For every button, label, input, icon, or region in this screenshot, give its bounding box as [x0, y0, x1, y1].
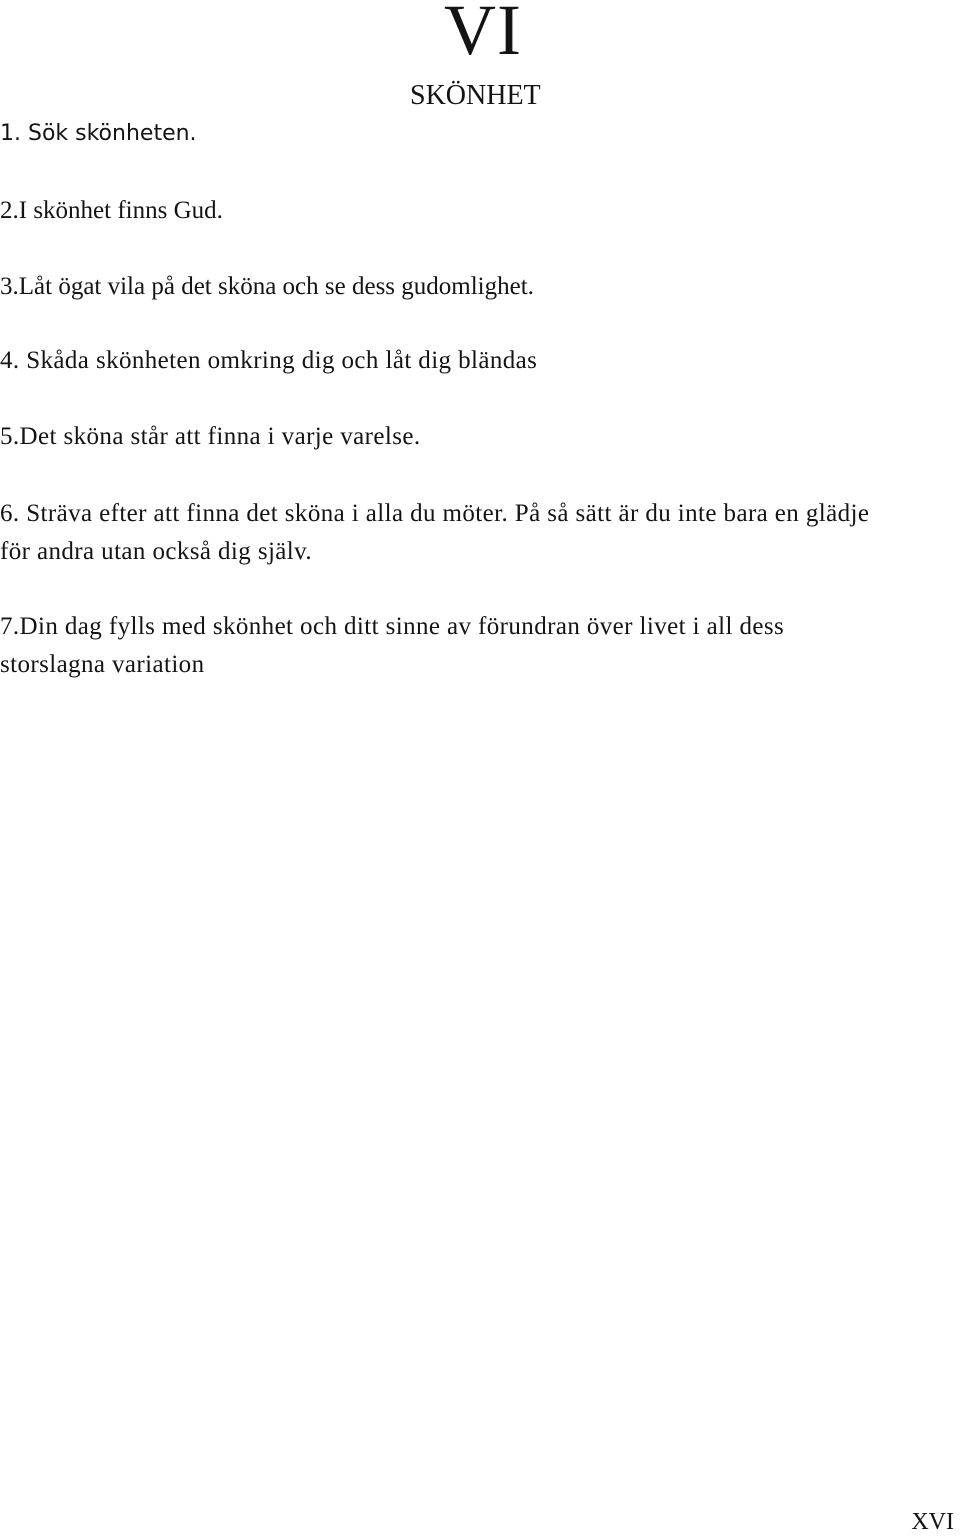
list-item-6: [0, 495, 869, 571]
chapter-numeral: VI: [444, 0, 522, 70]
list-item-7-line-1: 7.Din dag fylls med skönhet och ditt sinne av förundran över livet i all dess: [0, 613, 785, 640]
list-item-3: 3.Låt ögat vila på det sköna och se dess gudomlighet.: [0, 273, 534, 300]
list-item-6-line-2: för andra utan också dig själv.: [0, 538, 313, 565]
list-item-5: 5.Det sköna står att finna i varje varelse.: [0, 423, 421, 450]
list-item-7: [0, 608, 784, 684]
list-item-6-line-1: 6. Sträva efter att finna det sköna i alla du möter. På så sätt är du inte bara en glädje: [0, 500, 870, 527]
list-item-2: 2.I skönhet finns Gud.: [0, 197, 223, 224]
list-item-7-line-2: storslagna variation: [0, 651, 205, 678]
list-item-1: 1. Sök skönheten.: [0, 121, 197, 146]
page-number: XVI: [911, 1509, 954, 1535]
chapter-title: SKÖNHET: [410, 80, 541, 111]
list-item-4: 4. Skåda skönheten omkring dig och låt dig bländas: [0, 347, 538, 374]
